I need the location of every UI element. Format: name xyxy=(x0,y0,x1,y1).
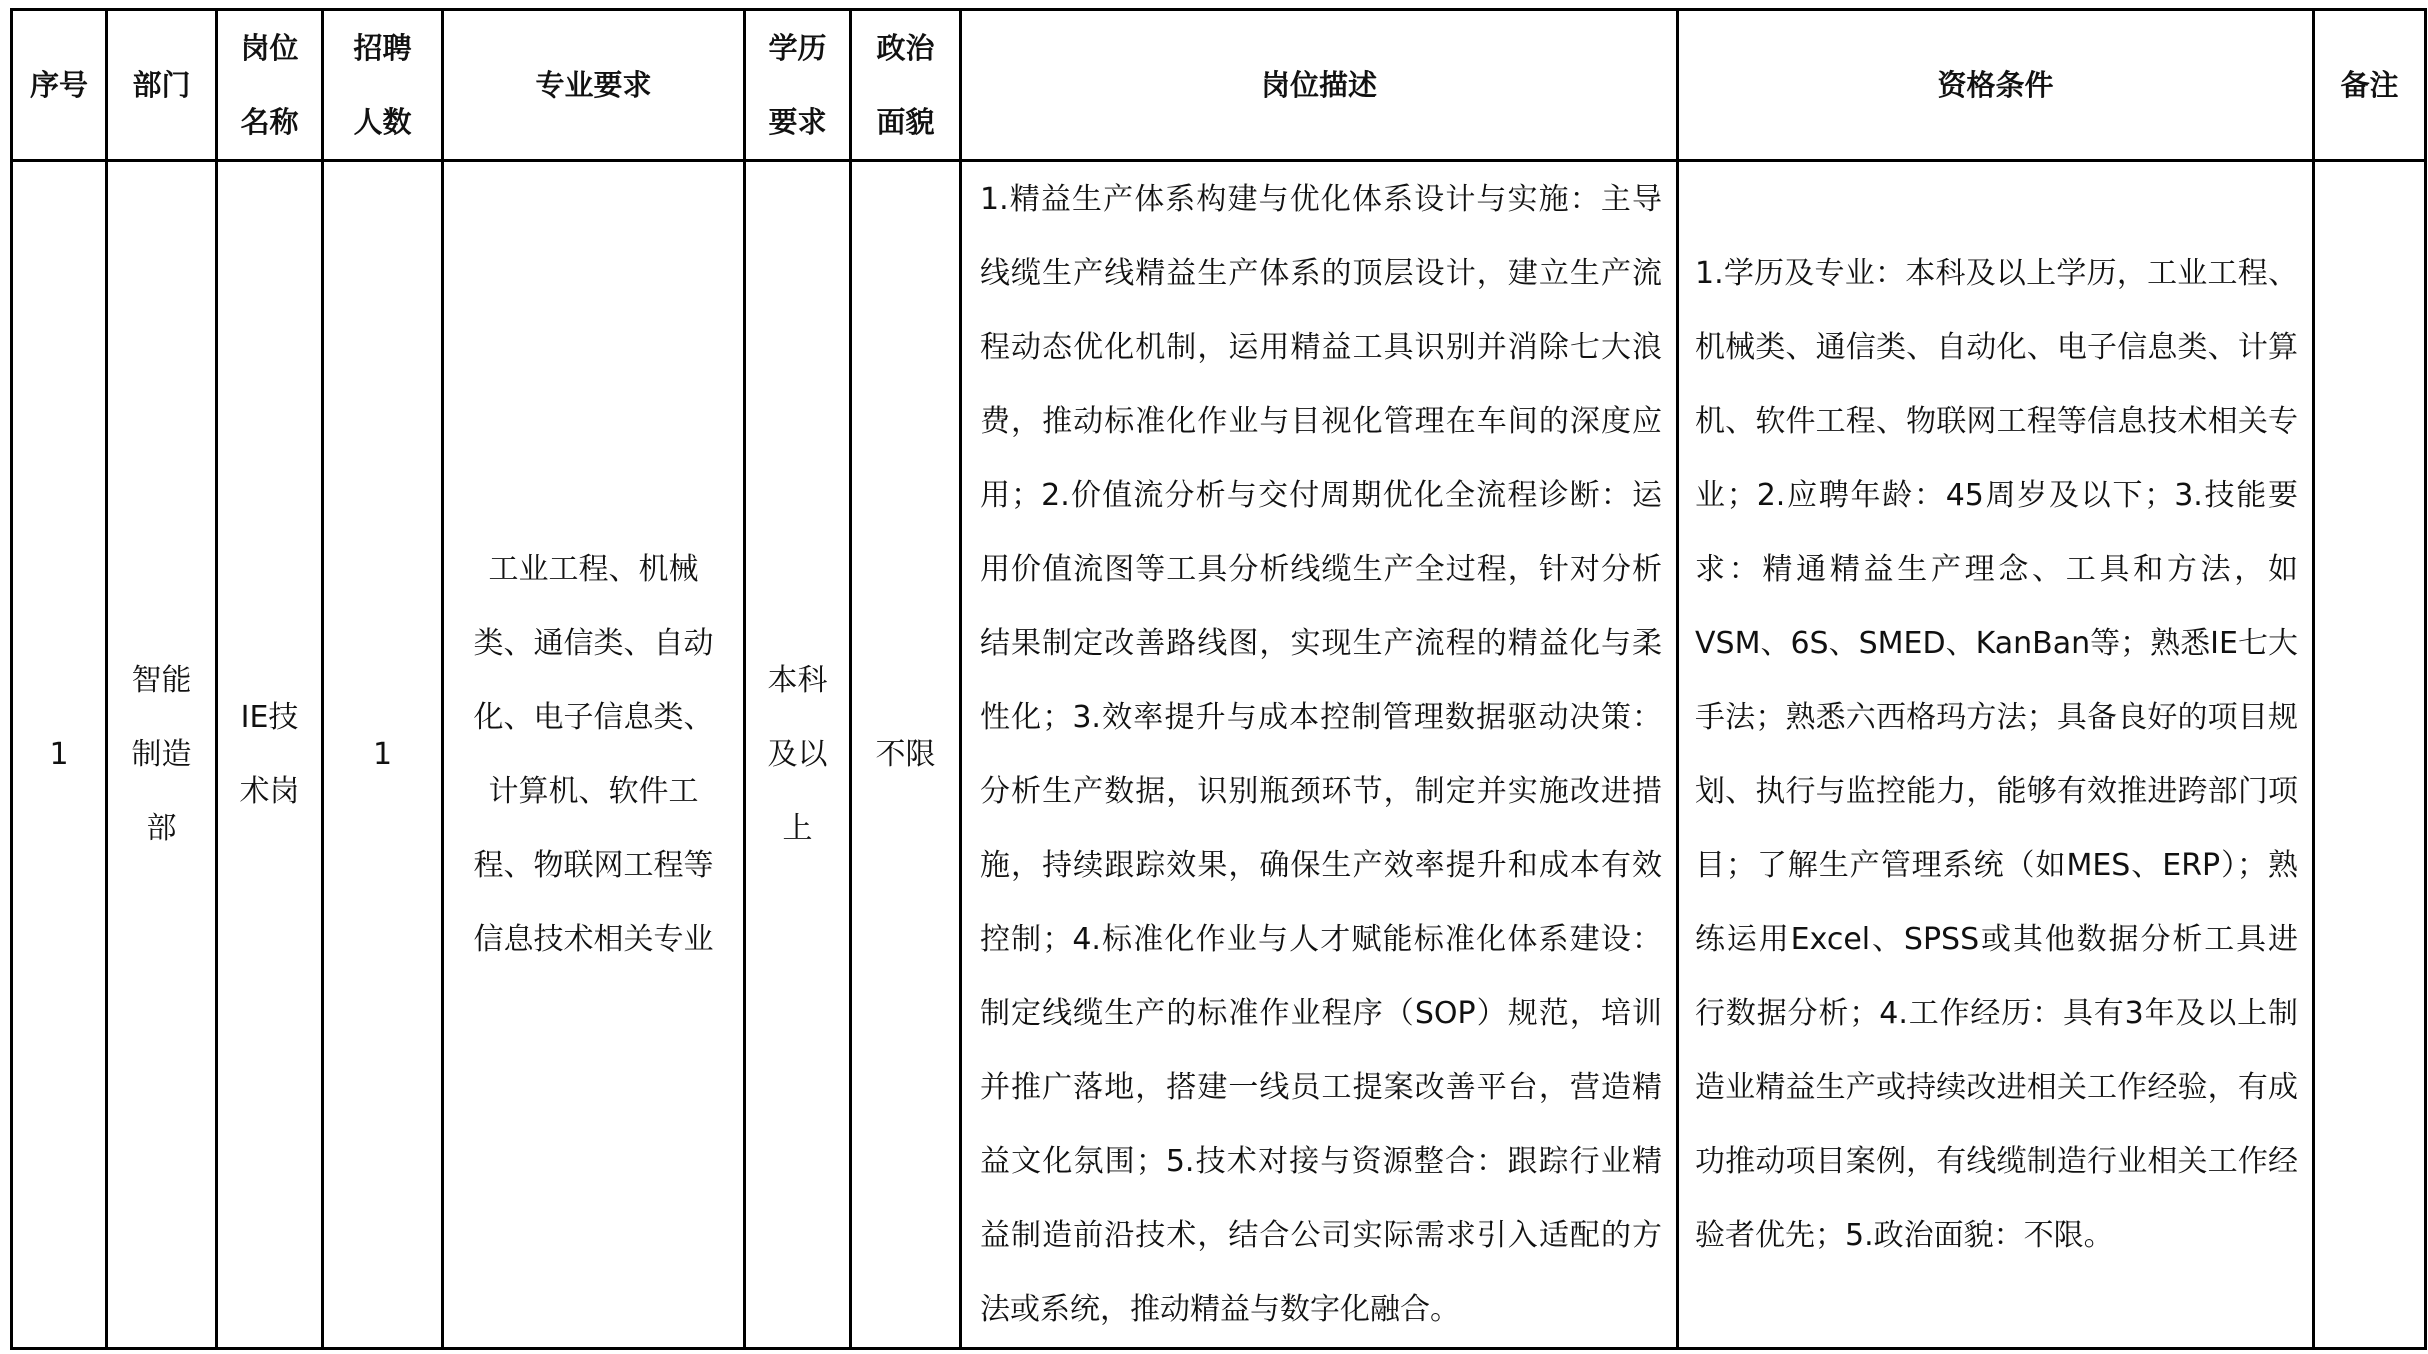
cell-major: 工业工程、机械类、通信类、自动化、电子信息类、计算机、软件工程、物联网工程等信息技术相关专业 xyxy=(443,161,745,1349)
cell-description xyxy=(961,161,1678,1349)
header-position-line1: 岗位 xyxy=(240,31,299,65)
header-seq: 序号 xyxy=(12,10,107,161)
header-political xyxy=(851,10,961,161)
header-headcount-line2: 人数 xyxy=(353,105,412,139)
cell-dept xyxy=(107,161,217,1349)
header-row xyxy=(12,10,2426,161)
header-political-line2: 面貌 xyxy=(876,105,935,139)
cell-seq: 1 xyxy=(12,161,107,1349)
cell-education xyxy=(745,161,851,1349)
header-headcount xyxy=(323,10,443,161)
cell-political: 不限 xyxy=(851,161,961,1349)
header-description: 岗位描述 xyxy=(961,10,1678,161)
cell-dept-line3: 部 xyxy=(146,810,177,846)
cell-position-line2: 术岗 xyxy=(239,773,300,809)
header-position-line2: 名称 xyxy=(240,105,299,139)
header-remarks: 备注 xyxy=(2314,10,2426,161)
header-dept: 部门 xyxy=(107,10,217,161)
qualifications-text: 1.学历及专业：本科及以上学历，工业工程、机械类、通信类、自动化、电子信息类、计算机、软件工程、物联网工程等信息技术相关专业；2.应聘年龄：45周岁及以下；3.技能要求：精通精益生产理念、工具和方法，如VSM、6S、SMED、KanBan等；熟悉IE七大手法；熟悉六西格玛方法；具备良好的项目规划、执行与监控能力，能够有效推进跨部门项目；了解生产管理系统（如MES、ERP）；熟练运用Excel、SPSS或其他数据分析工具进行数据分析；4.工作经历：具有3年及以上制造业精益生产或持续改进相关工作经验，有成功推动项目案例，有线缆制造行业相关工作经验者优先；5.政治面貌：不限。 xyxy=(1695,255,2298,1253)
cell-education-line1: 本科 xyxy=(767,662,828,698)
description-text: 1.精益生产体系构建与优化体系设计与实施：主导线缆生产线精益生产体系的顶层设计，建立生产流程动态优化机制，运用精益工具识别并消除七大浪费，推动标准化作业与目视化管理在车间的深度应用；2.价值流分析与交付周期优化全流程诊断：运用价值流图等工具分析线缆生产全过程，针对分析结果制定改善路线图，实现生产流程的精益化与柔性化；3.效率提升与成本控制管理数据驱动决策：分析生产数据，识别瓶颈环节，制定并实施改进措施，持续跟踪效果，确保生产效率提升和成本有效控制；4.标准化作业与人才赋能标准化体系建设：制定线缆生产的标准作业程序（SOP）规范，培训并推广落地，搭建一线员工提案改善平台，营造精益文化氛围；5.技术对接与资源整合：跟踪行业精益制造前沿技术，结合公司实际需求引入适配的方法或系统，推动精益与数字化融合。 xyxy=(980,181,1662,1327)
header-education xyxy=(745,10,851,161)
table-row xyxy=(12,161,2426,1349)
cell-education-line3: 上 xyxy=(782,810,813,846)
cell-dept-line2: 制造 xyxy=(131,736,192,772)
header-education-line2: 要求 xyxy=(768,105,827,139)
cell-education-line2: 及以 xyxy=(767,736,828,772)
header-major: 专业要求 xyxy=(443,10,745,161)
header-education-line1: 学历 xyxy=(768,31,827,65)
header-qualifications: 资格条件 xyxy=(1678,10,2314,161)
cell-position xyxy=(217,161,323,1349)
recruitment-table xyxy=(10,8,2427,1350)
header-position xyxy=(217,10,323,161)
cell-position-line1: IE技 xyxy=(240,699,299,735)
header-headcount-line1: 招聘 xyxy=(353,31,412,65)
cell-dept-line1: 智能 xyxy=(131,662,192,698)
cell-qualifications xyxy=(1678,161,2314,1349)
cell-headcount: 1 xyxy=(323,161,443,1349)
cell-remarks xyxy=(2314,161,2426,1349)
header-political-line1: 政治 xyxy=(876,31,935,65)
